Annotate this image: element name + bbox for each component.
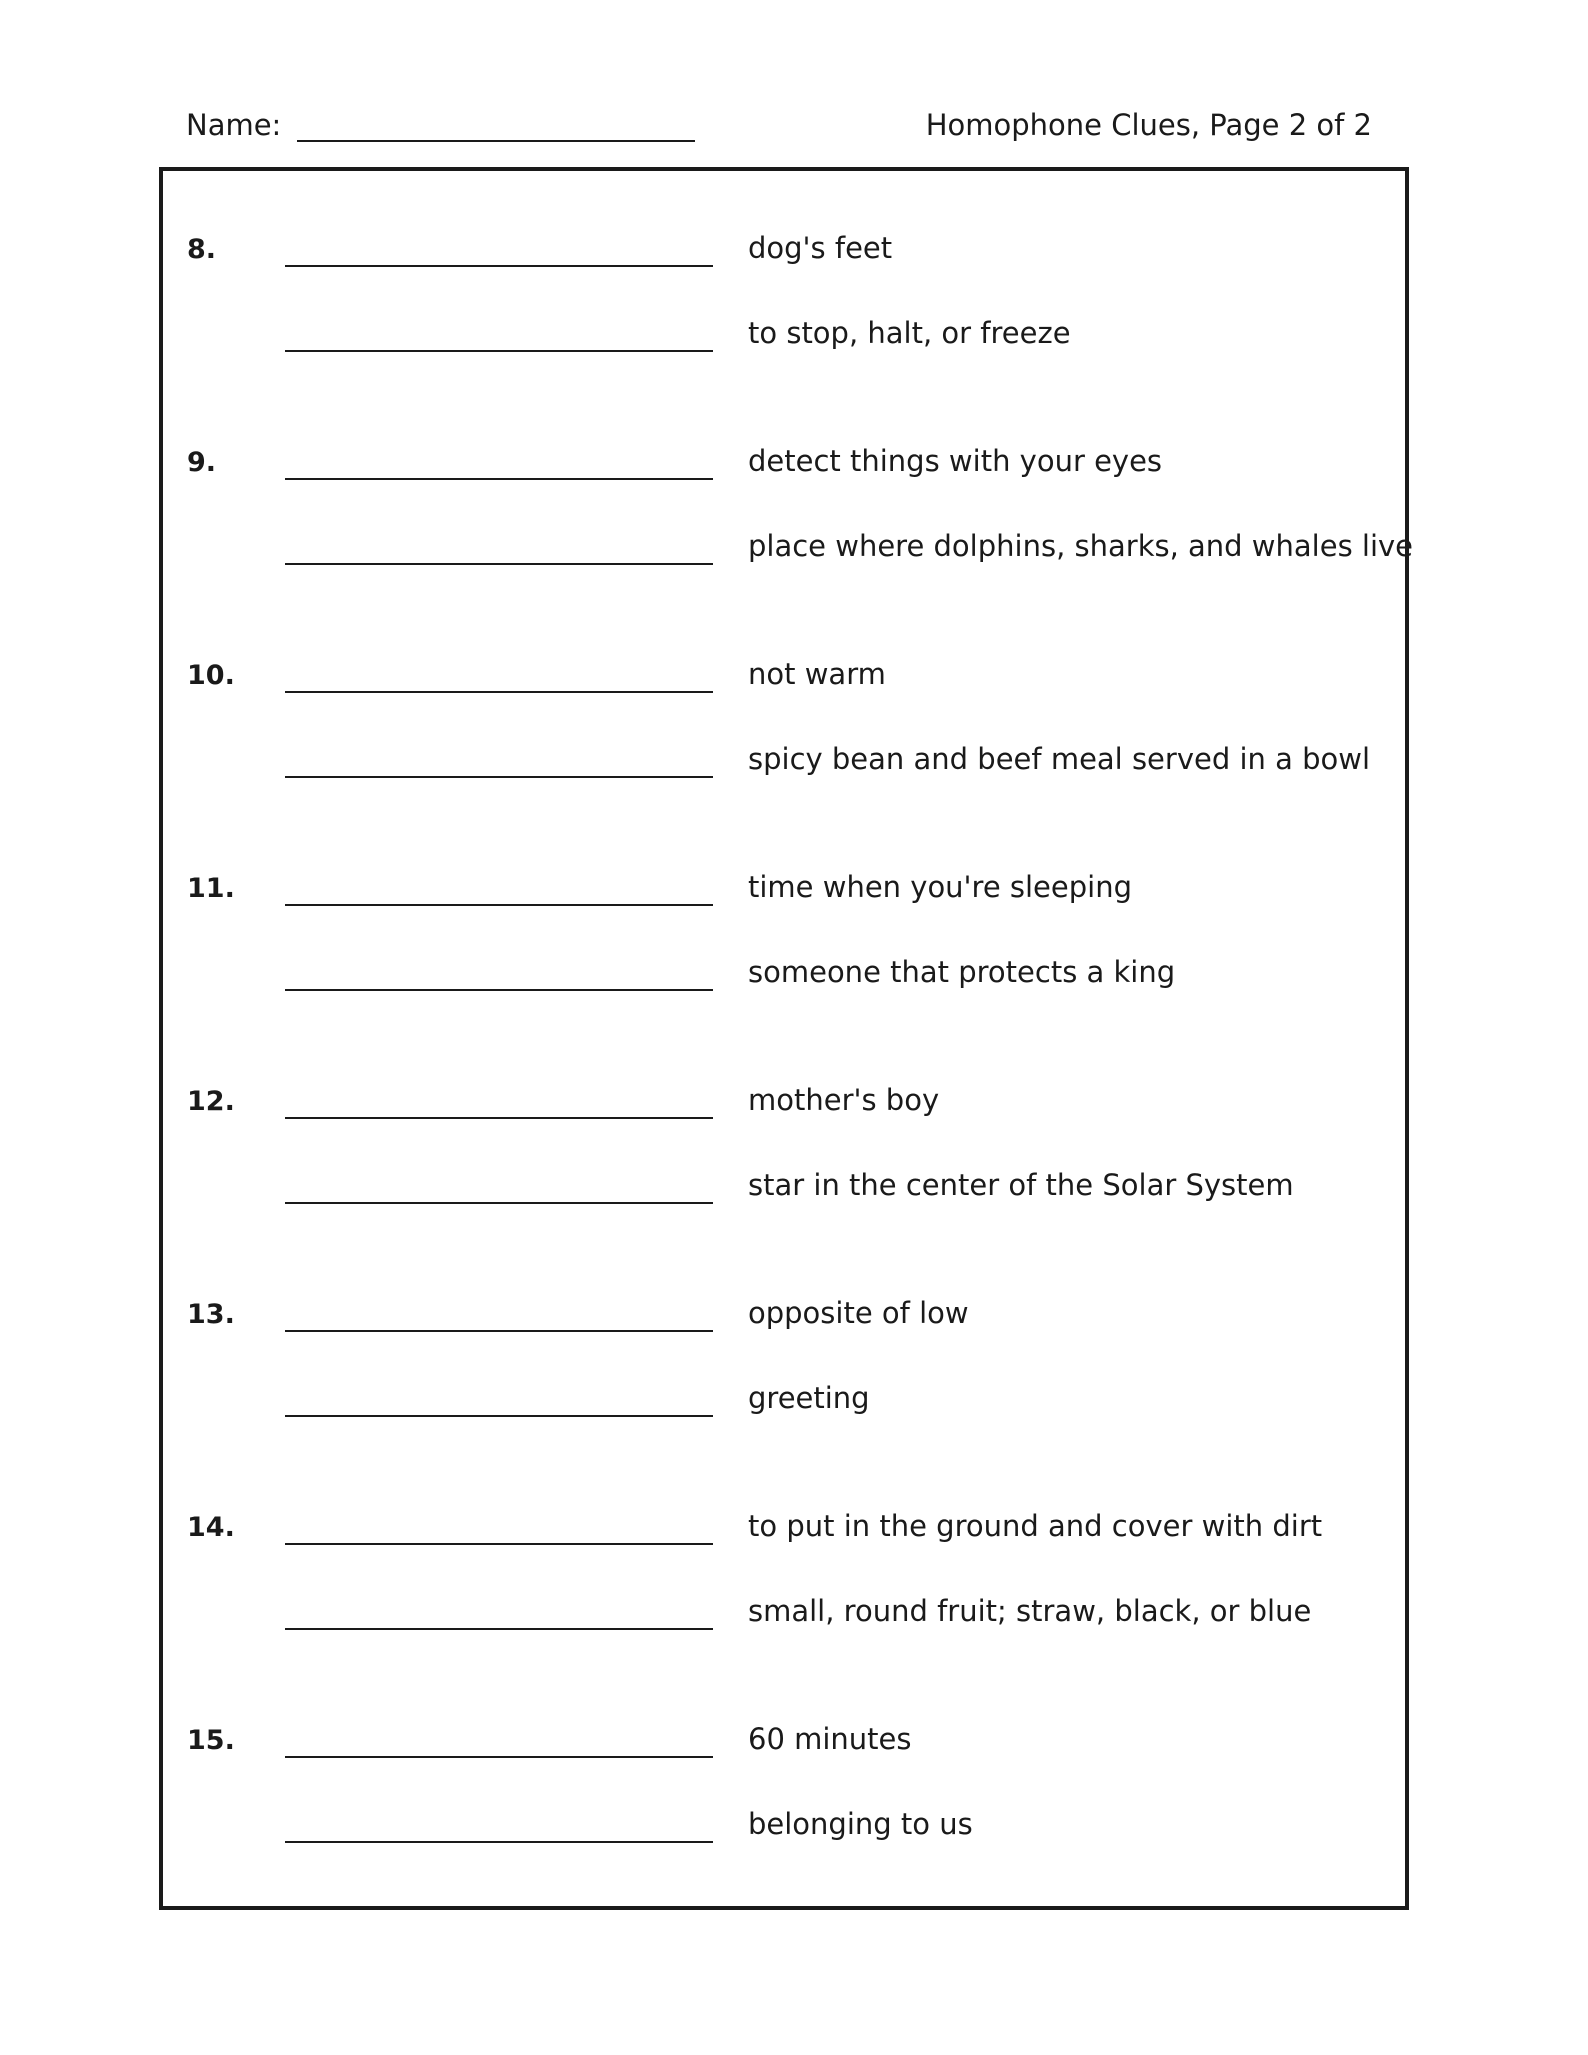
answer-line[interactable] — [285, 1628, 713, 1630]
clue-text: not warm — [748, 657, 886, 691]
clue-text: belonging to us — [748, 1807, 973, 1841]
question-12 — [163, 1023, 1405, 1223]
question-number: 14. — [187, 1512, 235, 1543]
question-number: 9. — [187, 447, 217, 478]
answer-line[interactable] — [285, 1756, 713, 1758]
question-14 — [163, 1449, 1405, 1649]
question-number: 8. — [187, 234, 217, 265]
name-label: Name: — [186, 108, 282, 142]
question-number: 10. — [187, 660, 235, 691]
worksheet-box — [159, 167, 1414, 1910]
answer-line[interactable] — [285, 989, 713, 991]
clue-text: to put in the ground and cover with dirt — [748, 1509, 1323, 1543]
answer-line[interactable] — [285, 478, 713, 480]
question-10 — [163, 597, 1405, 797]
question-number: 12. — [187, 1086, 235, 1117]
page-title: Homophone Clues, Page 2 of 2 — [925, 108, 1372, 142]
answer-line[interactable] — [285, 776, 713, 778]
clue-text: 60 minutes — [748, 1722, 912, 1756]
clue-text: detect things with your eyes — [748, 444, 1163, 478]
clue-text: spicy bean and beef meal served in a bowl — [748, 742, 1371, 776]
question-9 — [163, 384, 1414, 584]
answer-line[interactable] — [285, 1202, 713, 1204]
clue-text: mother's boy — [748, 1083, 940, 1117]
clue-text: greeting — [748, 1381, 870, 1415]
clue-text: someone that protects a king — [748, 955, 1176, 989]
answer-line[interactable] — [285, 1415, 713, 1417]
question-number: 11. — [187, 873, 235, 904]
worksheet-header — [186, 108, 1372, 148]
answer-line[interactable] — [285, 1543, 713, 1545]
clue-text: time when you're sleeping — [748, 870, 1132, 904]
question-8 — [163, 171, 1405, 371]
answer-line[interactable] — [285, 691, 713, 693]
question-number: 13. — [187, 1299, 235, 1330]
answer-line[interactable] — [285, 350, 713, 352]
answer-line[interactable] — [285, 563, 713, 565]
clue-text: star in the center of the Solar System — [748, 1168, 1294, 1202]
clue-text: to stop, halt, or freeze — [748, 316, 1071, 350]
question-13 — [163, 1236, 1405, 1436]
question-number: 15. — [187, 1725, 235, 1756]
answer-line[interactable] — [285, 265, 713, 267]
answer-line[interactable] — [285, 904, 713, 906]
answer-line[interactable] — [285, 1117, 713, 1119]
question-11 — [163, 810, 1405, 1010]
clue-text: place where dolphins, sharks, and whales live — [748, 529, 1414, 563]
answer-line[interactable] — [285, 1841, 713, 1843]
question-15 — [163, 1662, 1405, 1862]
answer-line[interactable] — [285, 1330, 713, 1332]
name-field[interactable] — [297, 140, 695, 142]
clue-text: opposite of low — [748, 1296, 969, 1330]
clue-text: dog's feet — [748, 231, 893, 265]
clue-text: small, round fruit; straw, black, or blue — [748, 1594, 1312, 1628]
